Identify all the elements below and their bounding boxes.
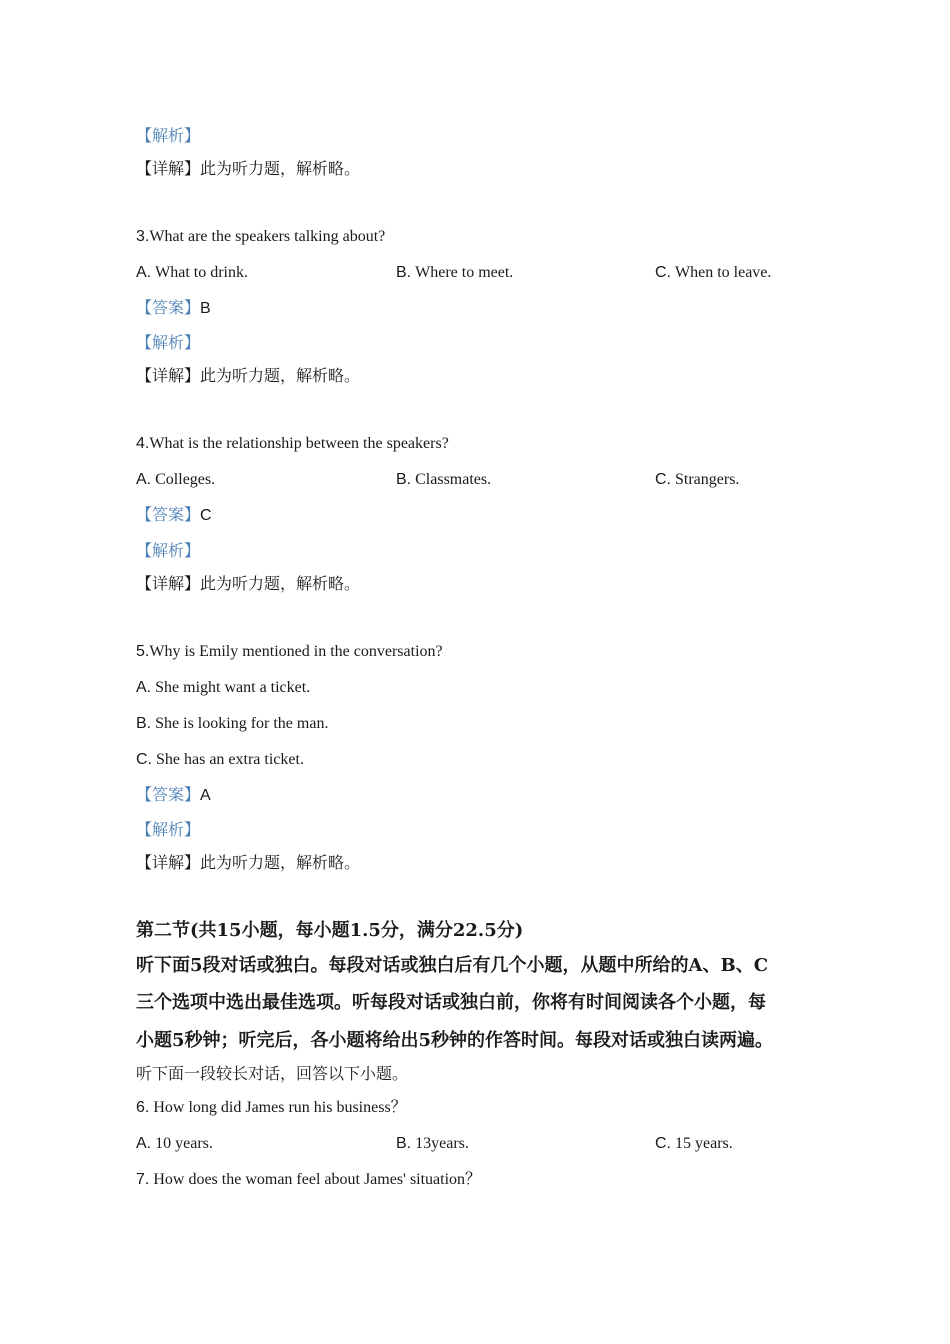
q5-option-b: B. She is looking for the man. [136,715,329,732]
q6-option-a: A. 10 years. [136,1135,213,1152]
question-5: 5.Why is Emily mentioned in the conversation? [136,643,443,660]
question-text: What are the speakers talking about? [149,228,386,245]
q3-answer: 【答案】B [136,300,211,317]
q4-option-a: A. Colleges. [136,471,216,488]
detail-text: 【详解】此为听力题，解析略。 [136,161,361,178]
q4-detail: 【详解】此为听力题，解析略。 [136,576,361,593]
q3-analysis-tag: 【解析】 [136,335,201,352]
q4-option-b: B. Classmates. [396,471,492,488]
section-instruction-2: 三个选项中选出最佳选项。听每段对话或独白前，你将有时间阅读各个小题，每 [136,992,766,1013]
question-3 [136,226,385,248]
question-number: 3. [136,228,150,245]
q5-analysis-tag: 【解析】 [136,822,201,839]
q5-detail: 【详解】此为听力题，解析略。 [136,855,361,872]
q3-detail: 【详解】此为听力题，解析略。 [136,368,361,385]
section-instruction-1: 听下面5段对话或独白。每段对话或独白后有几个小题，从题中所给的A、B、C [136,955,769,976]
section-instruction-3: 小题5秒钟；听完后，各小题将给出5秒钟的作答时间。每段对话或独白读两遍。 [136,1030,774,1051]
q6-option-b: B. 13years. [396,1135,469,1152]
analysis-tag: 【解析】 [136,128,201,145]
section-title: 第二节(共15小题，每小题1.5分，满分22.5分) [136,920,524,941]
q4-option-c: C. Strangers. [655,471,740,488]
q5-answer: 【答案】A [136,787,211,804]
question-7: 7. How does the woman feel about James' situation？ [136,1171,482,1188]
section-note: 听下面一段较长对话，回答以下小题。 [136,1066,409,1083]
q3-option-b: B. Where to meet. [396,264,514,281]
q4-answer: 【答案】C [136,507,212,524]
q5-option-c: C. She has an extra ticket. [136,751,304,768]
question-4: 4.What is the relationship between the speakers? [136,435,449,452]
q4-analysis-tag: 【解析】 [136,543,201,560]
question-6: 6. How long did James run his business？ [136,1099,407,1116]
q3-option-c: C. When to leave. [655,264,772,281]
q3-option-a: A. What to drink. [136,264,248,281]
q5-option-a: A. She might want a ticket. [136,679,311,696]
q6-option-c: C. 15 years. [655,1135,733,1152]
